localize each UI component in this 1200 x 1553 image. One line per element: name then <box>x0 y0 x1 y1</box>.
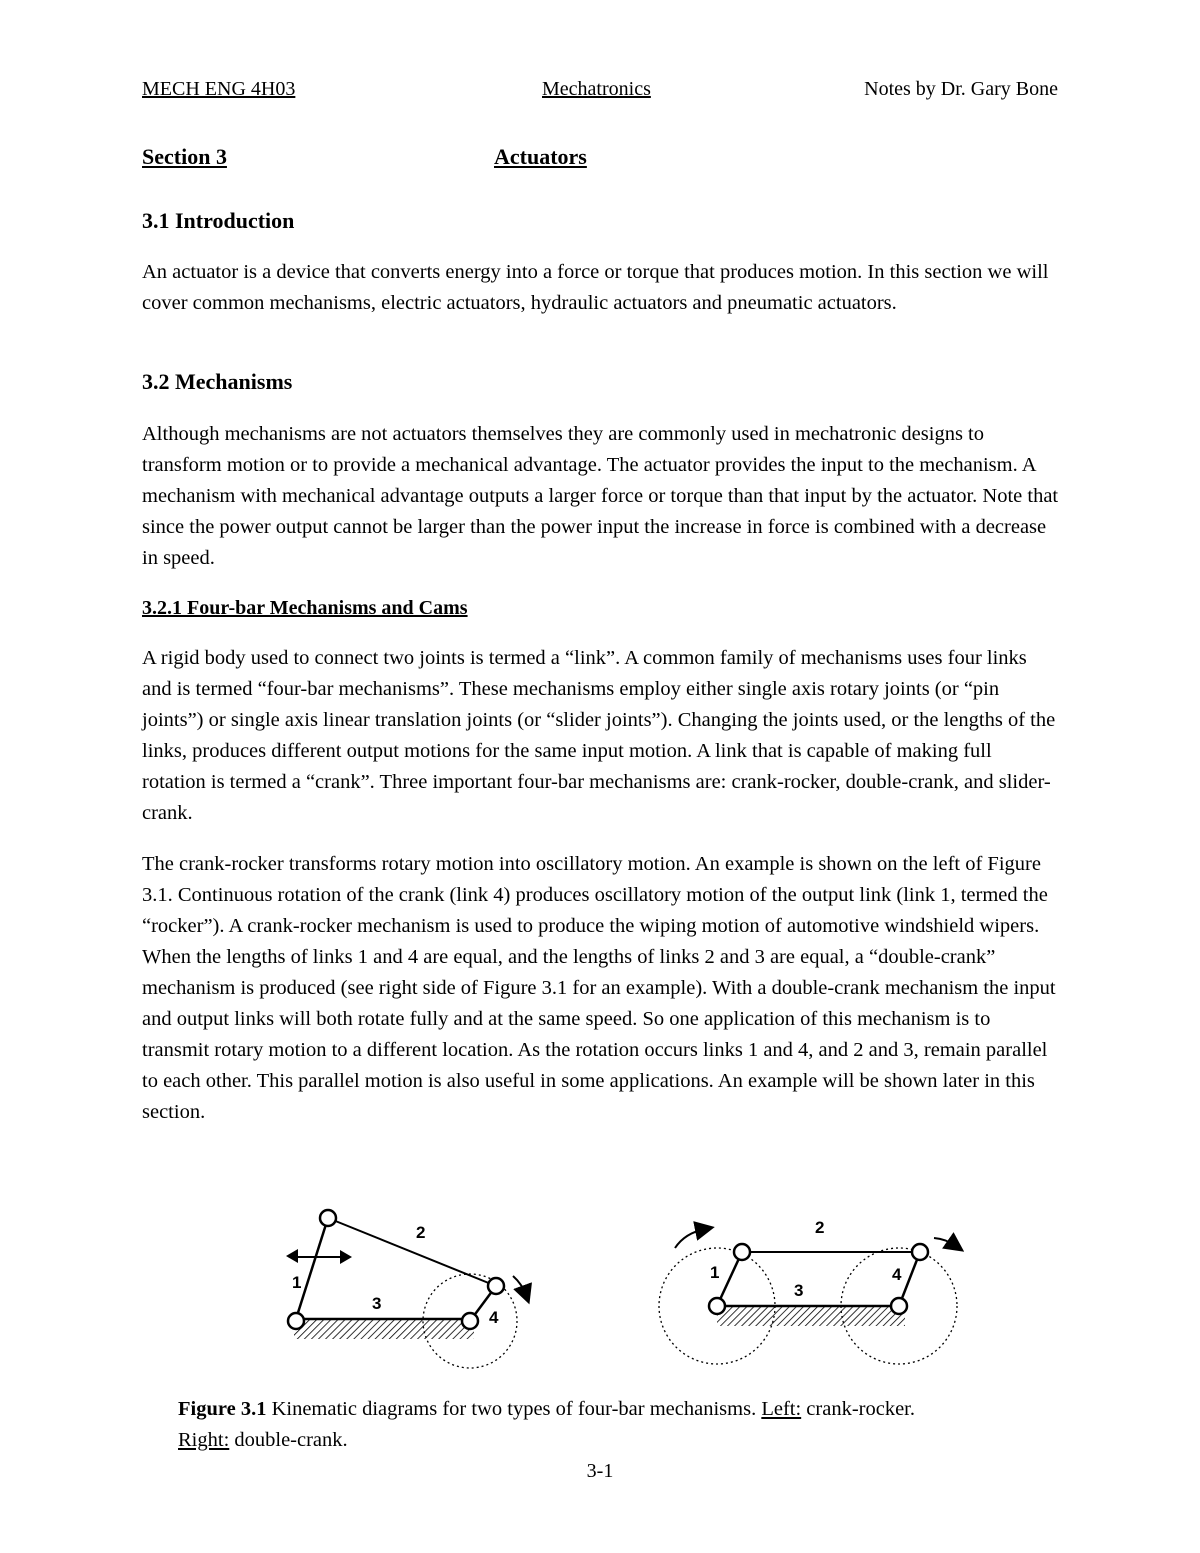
label-1-right: 1 <box>710 1263 720 1282</box>
kinematic-diagrams <box>270 1196 990 1388</box>
oscillation-arrowhead-left <box>286 1249 298 1263</box>
header-course: MECH ENG 4H03 <box>142 78 296 100</box>
header-author: Notes by Dr. Gary Bone <box>864 78 1058 100</box>
section-number: Section 3 <box>142 144 227 169</box>
caption-right-label: Right: <box>178 1429 230 1451</box>
heading-mechanisms: 3.2 Mechanisms <box>142 369 293 394</box>
caption-right-text: double-crank. <box>229 1429 348 1451</box>
paragraph-four-bar-2: The crank-rocker transforms rotary motion into oscillatory motion. An example is shown on the left of Figure 3.1. Continuous rotation of the crank (link 4) produces oscillatory motion of the output link (link 1, termed the “rocker”). A crank-rocker mechanism is used to produce the wiping motion of automotive windshield wipers. When the lengths of links 1 and 4 are equal, and the lengths of links 2 and 3 are equal, a “double-crank” mechanism is produced (see right side of Figure 3.1 for an example). With a double-crank mechanism the input and output links will both rotate fully and at the same speed. So one application of this mechanism is to transmit rotary motion to a different location. As the rotation occurs links 1 and 4, and 2 and 3, remain parallel to each other. This parallel motion is also useful in some applications. An example will be shown later in this section. <box>142 853 1056 1123</box>
double-crank-diagram <box>659 1218 957 1364</box>
pivot-right-d <box>891 1298 907 1314</box>
label-1-left: 1 <box>292 1273 302 1292</box>
label-3-right: 3 <box>794 1281 804 1300</box>
figure-caption <box>178 1394 1038 1456</box>
heading-introduction: 3.1 Introduction <box>142 208 295 233</box>
label-2-right: 2 <box>815 1218 825 1237</box>
label-3-left: 3 <box>372 1294 382 1313</box>
caption-left-text: crank-rocker. <box>801 1398 915 1420</box>
pivot-left-a <box>288 1313 304 1329</box>
pivot-left-d <box>462 1313 478 1329</box>
label-2-left: 2 <box>416 1223 426 1242</box>
rotation-arrow-right-b <box>934 1238 956 1246</box>
paragraph-mechanisms: Although mechanisms are not actuators themselves they are commonly used in mechatronic designs to transform motion or to provide a mechanical advantage. The actuator provides the input to the mechanism. A mechanism with mechanical advantage outputs a larger force or torque than that input by the actuator. Note that since the power output cannot be larger than the power input the increase in force is combined with a decrease in speed. <box>142 423 1059 569</box>
label-4-left: 4 <box>489 1308 499 1327</box>
caption-left-label: Left: <box>761 1398 802 1420</box>
section-title: Actuators <box>494 144 587 169</box>
heading-four-bar: 3.2.1 Four-bar Mechanisms and Cams <box>142 597 468 619</box>
paragraph-introduction: An actuator is a device that converts energy into a force or torque that produces motion. In this section we will cover common mechanisms, electric actuators, hydraulic actuators and pneumatic actuators. <box>142 261 1049 314</box>
figure-3-1 <box>270 1196 990 1388</box>
link-2-left <box>328 1218 496 1286</box>
label-4-right: 4 <box>892 1265 902 1284</box>
crank-rocker-diagram <box>286 1210 526 1368</box>
pivot-left-b <box>320 1210 336 1226</box>
paragraph-four-bar-1: A rigid body used to connect two joints is termed a “link”. A common family of mechanisms uses four links and is termed “four-bar mechanisms”. These mechanisms employ either single axis rotary joints (or “pin joints”) or single axis linear translation joints (or “slider joints”). Changing the joints used, or the lengths of the links, produces different output motions for the same input motion. A link that is capable of making full rotation is termed a “crank”. Three important four-bar mechanisms are: crank-rocker, double-crank, and slider-crank. <box>142 647 1056 824</box>
oscillation-arrowhead-right <box>340 1250 352 1264</box>
page-number: 3-1 <box>586 1460 614 1482</box>
rotation-arrow-right-a <box>675 1229 705 1248</box>
ground-hatch-right <box>717 1306 905 1326</box>
link-1-left <box>296 1218 328 1319</box>
page-header <box>142 78 1058 106</box>
header-subject: Mechatronics <box>542 78 651 100</box>
rotation-arrow-left <box>513 1276 526 1295</box>
pivot-right-b <box>734 1244 750 1260</box>
ground-hatch-left <box>294 1319 474 1339</box>
caption-text: Kinematic diagrams for two types of four-bar mechanisms. <box>266 1398 762 1420</box>
pivot-right-a <box>709 1298 725 1314</box>
pivot-right-c <box>912 1244 928 1260</box>
caption-label: Figure 3.1 <box>178 1398 267 1420</box>
pivot-left-c <box>488 1278 504 1294</box>
